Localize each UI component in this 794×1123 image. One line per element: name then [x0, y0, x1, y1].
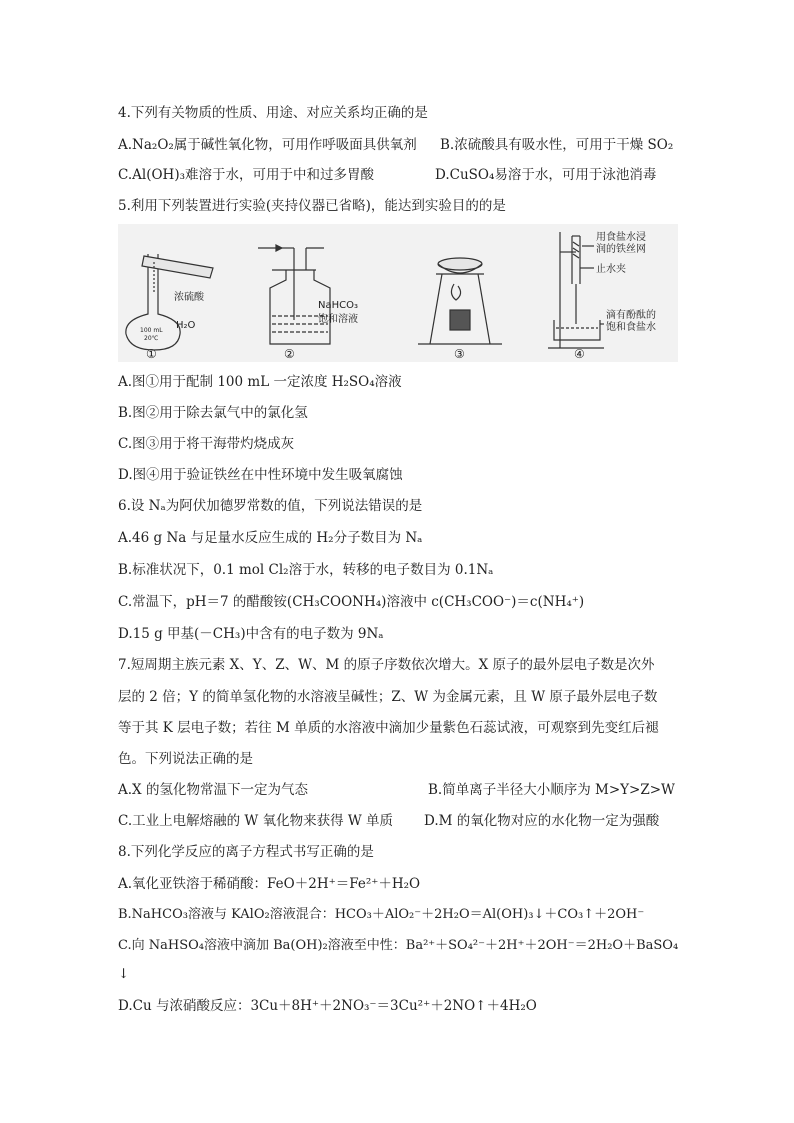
figure-1-number: ①	[146, 347, 157, 361]
figure-2-solution-label: 饱和溶液	[318, 314, 358, 325]
q5-option-a: A.图①用于配制 100 mL 一定浓度 H₂SO₄溶液	[118, 374, 402, 390]
q6-option-d: D.15 g 甲基(－CH₃)中含有的电子数为 9Nₐ	[118, 626, 384, 642]
figure-1-water-label: H₂O	[176, 320, 196, 331]
q8-option-d: D.Cu 与浓硝酸反应：3Cu＋8H⁺＋2NO₃⁻＝3Cu²⁺＋2NO↑＋4H₂O	[118, 998, 537, 1014]
q4-option-d: D.CuSO₄易溶于水，可用于泳池消毒	[435, 167, 657, 183]
q7-option-c: C.工业上电解熔融的 W 氧化物来获得 W 单质	[118, 813, 394, 829]
figure-2-reagent-label: NaHCO₃	[318, 300, 358, 311]
q6-option-a: A.46 g Na 与足量水反应生成的 H₂分子数目为 Nₐ	[118, 530, 423, 546]
figure-4-solution-label-2: 饱和食盐水	[606, 322, 656, 333]
figure-4-number: ④	[574, 347, 585, 361]
q8-option-b: B.NaHCO₃溶液与 KAlO₂溶液混合：HCO₃＋AlO₂⁻＋2H₂O＝Al(OH)₃↓＋CO₃↑＋2OH⁻	[118, 907, 645, 922]
figure-4-solution-label-1: 滴有酚酞的	[606, 310, 656, 321]
q5-option-d: D.图④用于验证铁丝在中性环境中发生吸氧腐蚀	[118, 467, 403, 483]
q8-option-c-line-2: ↓	[118, 966, 130, 982]
q7-option-d: D.M 的氧化物对应的水化物一定为强酸	[424, 813, 660, 829]
q7-stem-line-3: 等于其 K 层电子数；若往 M 单质的水溶液中滴加少量紫色石蕊试液，可观察到先变红后褪	[118, 720, 659, 736]
q5-option-b: B.图②用于除去氯气中的氯化氢	[118, 405, 308, 421]
q8-option-c-line-1: C.向 NaHSO₄溶液中滴加 Ba(OH)₂溶液至中性：Ba²⁺＋SO₄²⁻＋2H⁺＋2OH⁻＝2H₂O＋BaSO₄	[118, 938, 679, 953]
q4-option-a: A.Na₂O₂属于碱性氧化物，可用作呼吸面具供氧剂	[118, 137, 417, 153]
figure-4-wire-label-2: 润的铁丝网	[596, 244, 646, 255]
q7-stem-line-1: 7.短周期主族元素 X、Y、Z、W、M 的原子序数依次增大。X 原子的最外层电子数是次外	[118, 657, 655, 673]
figure-1-flask-volume: 100 mL	[140, 327, 163, 334]
figure-3-number: ③	[454, 347, 465, 361]
figure-1-acid-label: 浓硫酸	[174, 292, 204, 303]
q4-option-c: C.Al(OH)₃难溶于水，可用于中和过多胃酸	[118, 167, 374, 183]
q5-apparatus-figure	[118, 224, 678, 362]
q8-option-a: A.氧化亚铁溶于稀硝酸：FeO＋2H⁺＝Fe²⁺＋H₂O	[118, 876, 421, 892]
q7-stem-line-4: 色。下列说法正确的是	[118, 751, 253, 767]
q4-stem: 4.下列有关物质的性质、用途、对应关系均正确的是	[118, 105, 428, 121]
figure-2-number: ②	[284, 347, 295, 361]
q7-option-a: A.X 的氢化物常温下一定为气态	[118, 782, 308, 798]
q7-stem-line-2: 层的 2 倍；Y 的简单氢化物的水溶液呈碱性；Z、W 为金属元素，且 W 原子最外层电子数	[118, 689, 658, 705]
q6-stem: 6.设 Nₐ为阿伏加德罗常数的值，下列说法错误的是	[118, 498, 423, 514]
figure-4-wire-label-1: 用食盐水浸	[596, 232, 646, 243]
q4-option-b: B.浓硫酸具有吸水性，可用于干燥 SO₂	[440, 137, 674, 153]
q5-stem: 5.利用下列装置进行实验(夹持仪器已省略)，能达到实验目的的是	[118, 198, 506, 214]
q5-option-c: C.图③用于将干海带灼烧成灰	[118, 436, 295, 452]
q8-stem: 8.下列化学反应的离子方程式书写正确的是	[118, 844, 374, 860]
q7-option-b: B.简单离子半径大小顺序为 M>Y>Z>W	[428, 782, 675, 798]
q6-option-c: C.常温下，pH＝7 的醋酸铵(CH₃COONH₄)溶液中 c(CH₃COO⁻)＝c(NH₄⁺)	[118, 594, 585, 610]
q6-option-b: B.标准状况下，0.1 mol Cl₂溶于水，转移的电子数目为 0.1Nₐ	[118, 562, 494, 578]
figure-4-clamp-label: 止水夹	[596, 264, 626, 275]
figure-1-flask-temp: 20℃	[144, 335, 159, 342]
